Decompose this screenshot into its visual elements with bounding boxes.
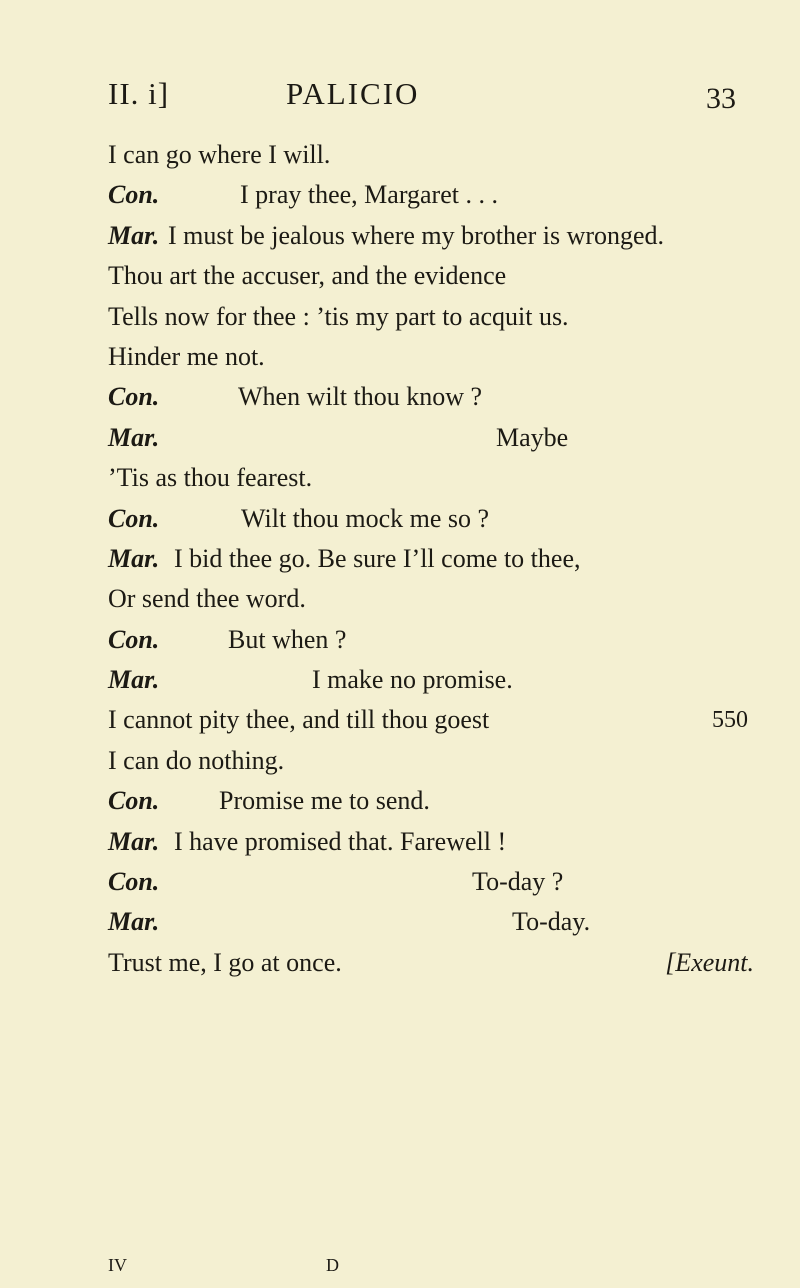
speech-text: But when ? <box>228 624 347 654</box>
stage-direction: [Exeunt. <box>665 947 754 977</box>
speech-text: I pray thee, Margaret . . . <box>240 180 498 210</box>
speech-text: I must be jealous where my brother is wronged. <box>168 220 665 250</box>
verse-line <box>108 458 748 498</box>
verse-line <box>108 337 748 377</box>
verse-line <box>108 700 748 740</box>
running-header <box>108 76 746 120</box>
verse-line <box>108 741 748 781</box>
signature-letter: D <box>326 1255 339 1275</box>
speech-text: When wilt thou know ? <box>238 382 483 412</box>
line-text: Tells now for thee : ’tis my part to acquit us. <box>108 301 569 331</box>
speaker-name: Con. <box>108 382 160 412</box>
line-text: I can go where I will. <box>108 140 331 169</box>
speaker-name: Mar. <box>108 665 160 695</box>
speech-text: I have promised that. Farewell ! <box>174 826 507 856</box>
dialogue-line <box>108 862 748 902</box>
speech-text: Promise me to send. <box>219 786 430 816</box>
speaker-name: Con. <box>108 786 160 816</box>
printer-signature <box>108 1255 508 1279</box>
dialogue-line <box>108 499 748 539</box>
verse-line <box>108 256 748 296</box>
verse-line <box>108 943 754 983</box>
line-text: Thou art the accuser, and the evidence <box>108 261 507 291</box>
speaker-name: Con. <box>108 180 160 210</box>
speaker-name: Mar. <box>108 826 160 856</box>
dialogue-line <box>108 216 748 256</box>
speaker-name: Con. <box>108 503 160 533</box>
line-text: I cannot pity thee, and till thou goest <box>108 705 490 735</box>
speech-text: To-day. <box>512 907 591 937</box>
verse-line <box>108 297 748 337</box>
line-text: Hinder me not. <box>108 341 265 371</box>
speaker-name: Mar. <box>108 220 160 250</box>
speech-text: Maybe <box>496 422 569 452</box>
line-text: ’Tis as thou fearest. <box>108 463 313 493</box>
speech-text: Wilt thou mock me so ? <box>241 503 490 533</box>
signature-volume: IV <box>108 1255 127 1275</box>
dialogue-line <box>108 781 748 821</box>
speech-text: To-day ? <box>472 867 564 897</box>
dialogue-line <box>108 377 748 417</box>
dialogue-line <box>108 175 748 215</box>
verse-line <box>108 579 748 619</box>
dialogue-line <box>108 660 748 700</box>
verse-line <box>108 135 748 175</box>
speech-text: I bid thee go. Be sure I’ll come to thee, <box>174 543 581 573</box>
speech-text: I make no promise. <box>312 665 513 695</box>
play-text <box>108 135 754 983</box>
dialogue-line <box>108 620 748 660</box>
speaker-name: Con. <box>108 867 160 897</box>
line-text: Or send thee word. <box>108 584 306 614</box>
act-scene-marker: II. i] <box>108 76 170 111</box>
line-number: 550 <box>712 707 748 734</box>
page-title: PALICIO <box>286 76 420 111</box>
speaker-name: Mar. <box>108 422 160 452</box>
line-text: Trust me, I go at once. <box>108 947 342 977</box>
page-number: 33 <box>706 82 736 115</box>
line-text: I can do nothing. <box>108 745 285 775</box>
dialogue-line <box>108 539 748 579</box>
dialogue-line <box>108 822 748 862</box>
dialogue-line <box>108 418 748 458</box>
speaker-name: Mar. <box>108 543 160 573</box>
speaker-name: Con. <box>108 624 160 654</box>
speaker-name: Mar. <box>108 907 160 937</box>
dialogue-line <box>108 902 748 942</box>
